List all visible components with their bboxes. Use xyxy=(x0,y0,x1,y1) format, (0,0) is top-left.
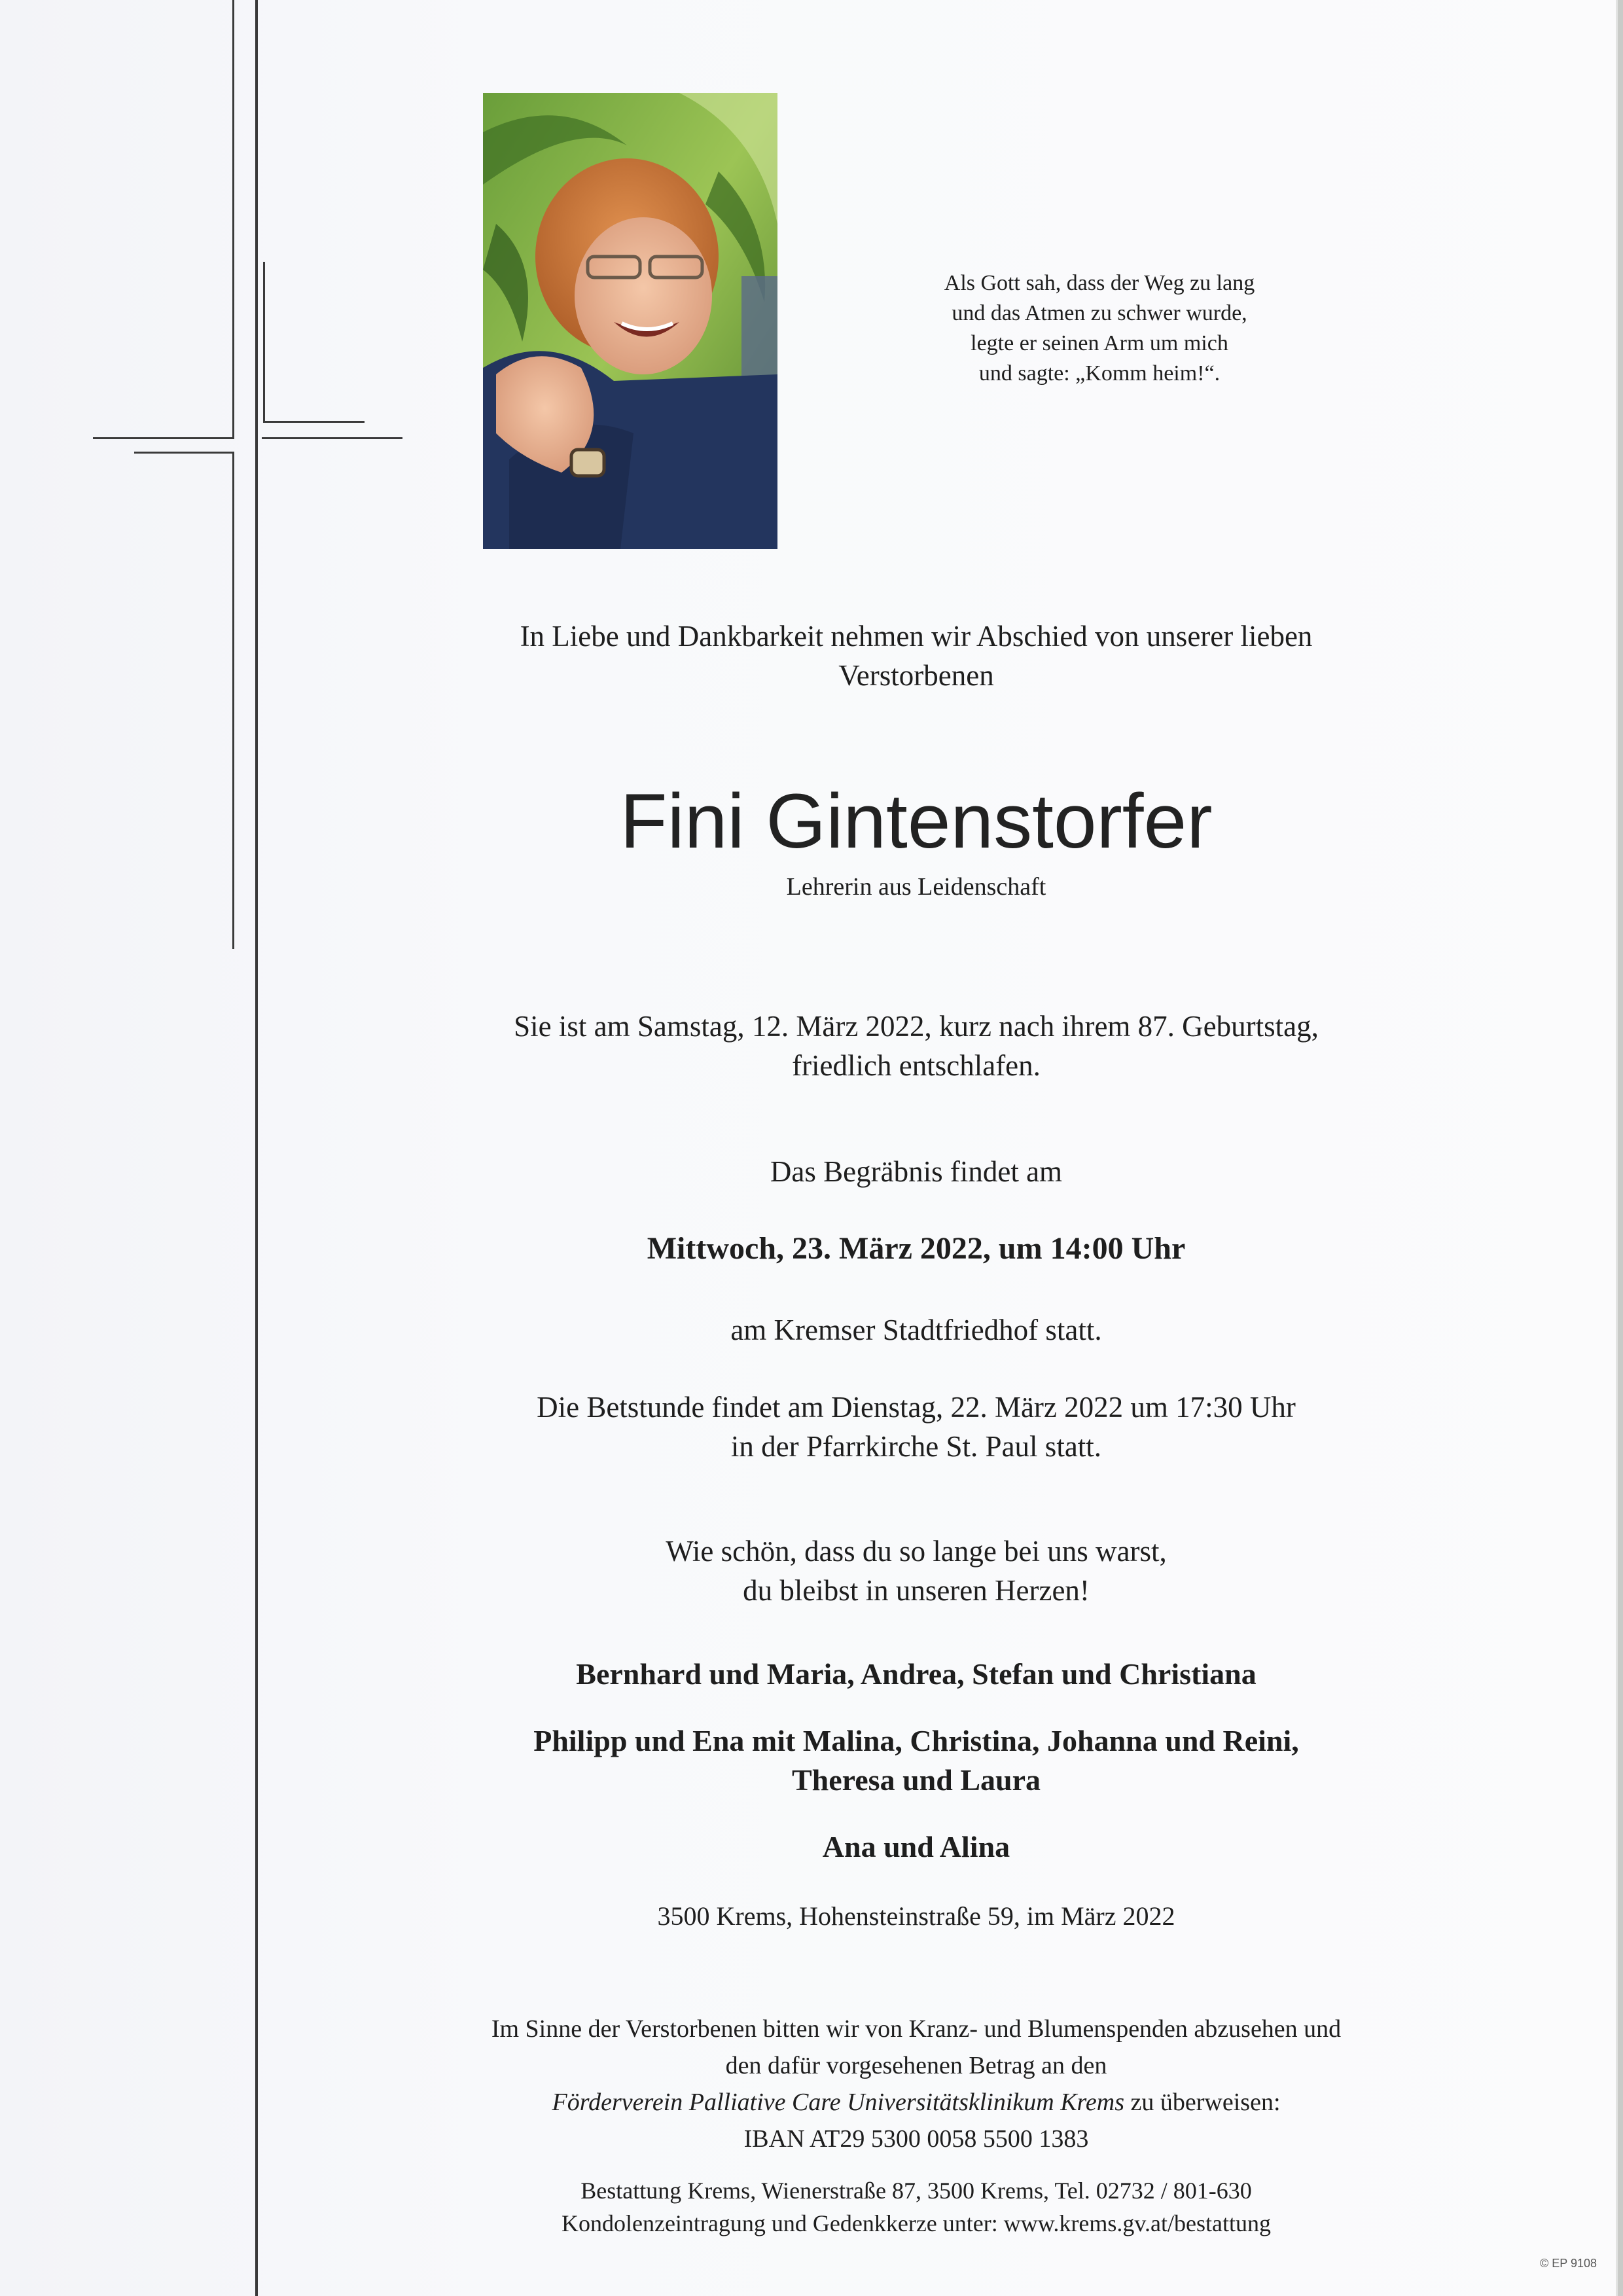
intro-line: In Liebe und Dankbarkeit nehmen wir Abschied von unserer lieben xyxy=(520,620,1313,653)
deceased-subtitle: Lehrerin aus Leidenschaft xyxy=(786,873,1046,901)
poem-line: und sagte: „Komm heim!“. xyxy=(978,361,1221,386)
passing-text xyxy=(380,1007,1453,1085)
mourners-line: Philipp und Ena mit Malina, Christina, Johanna und Reini, xyxy=(533,1724,1299,1757)
page-edge xyxy=(1618,0,1623,2296)
mourners-list xyxy=(380,1655,1453,1894)
donation-iban: IBAN AT29 5300 0058 5500 1383 xyxy=(743,2125,1089,2153)
mourners-line: Bernhard und Maria, Andrea, Stefan und Christiana xyxy=(576,1657,1257,1691)
burial-place: am Kremser Stadtfriedhof statt. xyxy=(730,1314,1102,1346)
deceased-name: Fini Gintenstorfer xyxy=(620,778,1213,865)
passing-line: friedlich entschlafen. xyxy=(792,1049,1041,1082)
donation-line: den dafür vorgesehenen Betrag an den xyxy=(725,2052,1107,2079)
poem-line: Als Gott sah, dass der Weg zu lang xyxy=(944,271,1255,295)
intro-line: Verstorbenen xyxy=(838,659,994,692)
portrait-photo xyxy=(483,93,777,549)
prayer-service-text xyxy=(380,1388,1453,1466)
farewell-text xyxy=(380,1532,1453,1610)
copyright-mark: © EP 9108 xyxy=(1540,2257,1597,2270)
margin-line xyxy=(255,0,258,2296)
intro-text xyxy=(380,617,1453,695)
place-date: 3500 Krems, Hohensteinstraße 59, im März 2022 xyxy=(657,1901,1175,1931)
donation-line xyxy=(380,2084,1453,2121)
donation-recipient: Förderverein Palliative Care Universitätsklinikum Krems xyxy=(552,2089,1125,2116)
farewell-line: du bleibst in unseren Herzen! xyxy=(743,1574,1090,1607)
donation-suffix: zu überweisen: xyxy=(1124,2089,1281,2116)
prayer-line: Die Betstunde findet am Dienstag, 22. März 2022 um 17:30 Uhr xyxy=(537,1391,1296,1424)
mourners-line: Theresa und Laura xyxy=(791,1763,1041,1797)
poem xyxy=(851,268,1348,389)
donation-line: Im Sinne der Verstorbenen bitten wir von Kranz- und Blumenspenden abzusehen und xyxy=(491,2015,1342,2043)
prayer-line: in der Pfarrkirche St. Paul statt. xyxy=(730,1430,1102,1463)
undertaker-line: Kondolenzeintragung und Gedenkkerze unter: www.krems.gv.at/bestattung xyxy=(561,2210,1271,2236)
poem-line: und das Atmen zu schwer wurde, xyxy=(952,301,1247,325)
undertaker-info xyxy=(380,2174,1453,2240)
farewell-line: Wie schön, dass du so lange bei uns warst, xyxy=(666,1535,1167,1568)
burial-date: Mittwoch, 23. März 2022, um 14:00 Uhr xyxy=(647,1231,1186,1266)
poem-line: legte er seinen Arm um mich xyxy=(971,331,1228,355)
donation-text xyxy=(380,2011,1453,2157)
page-edge-shadow xyxy=(1616,0,1618,2296)
mourners-line: Ana und Alina xyxy=(822,1830,1010,1863)
undertaker-line: Bestattung Krems, Wienerstraße 87, 3500 Krems, Tel. 02732 / 801-630 xyxy=(580,2178,1252,2204)
burial-intro: Das Begräbnis findet am xyxy=(770,1155,1063,1188)
passing-line: Sie ist am Samstag, 12. März 2022, kurz nach ihrem 87. Geburtstag, xyxy=(514,1010,1319,1043)
